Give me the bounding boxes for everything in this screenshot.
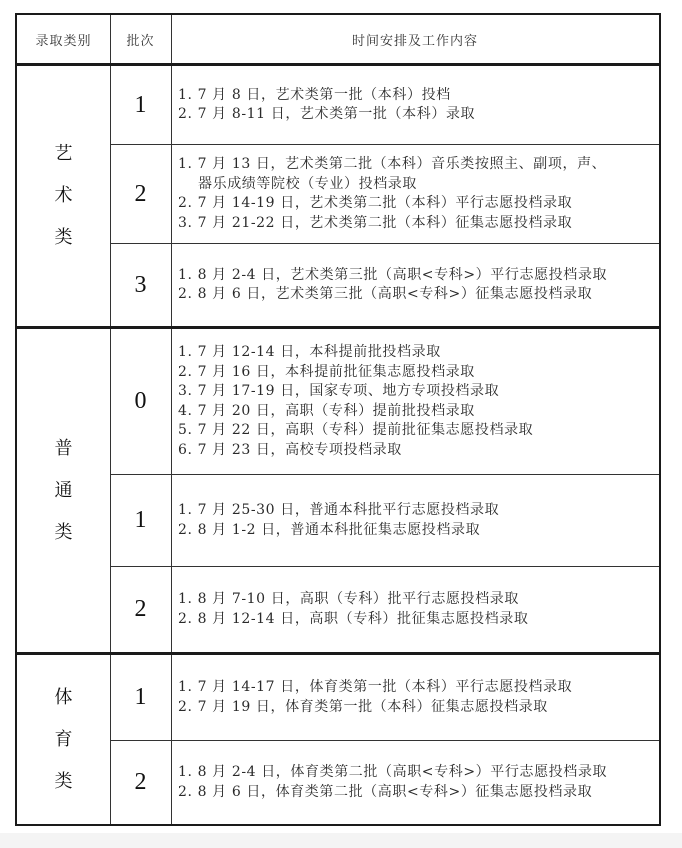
category-art — [17, 66, 110, 326]
header-category: 录取类别 — [35, 33, 92, 49]
batch-number: 1 — [134, 507, 147, 533]
schedule-item: 2. 8 月 1-2 日，普通本科批征集志愿投档录取 — [178, 521, 481, 538]
schedule-item: 1. 8 月 2-4 日，体育类第二批（高职<专科>）平行志愿投档录取 — [178, 764, 608, 780]
category-char: 术 — [54, 185, 73, 206]
schedule-item: 1. 8 月 2-4 日，艺术类第三批（高职<专科>）平行志愿投档录取 — [178, 266, 608, 283]
schedule-content — [171, 475, 659, 566]
batch-number: 0 — [134, 388, 147, 414]
category-char: 体 — [54, 686, 73, 708]
schedule-item: 2. 8 月 6 日，体育类第二批（高职<专科>）征集志愿投档录取 — [178, 783, 593, 800]
category-char: 育 — [54, 728, 73, 750]
admission-schedule-table — [15, 13, 661, 826]
category-general — [17, 329, 110, 652]
header-content: 时间安排及工作内容 — [351, 33, 478, 49]
schedule-item: 1. 7 月 25-30 日，普通本科批平行志愿投档录取 — [178, 502, 500, 518]
category-char: 类 — [54, 521, 73, 543]
schedule-content — [171, 66, 659, 144]
schedule-item: 3. 7 月 17-19 日，国家专项、地方专项投档录取 — [178, 383, 500, 399]
batch-number: 2 — [134, 769, 147, 795]
wrapped-text: 器乐成绩等院校（专业）投档录取 — [198, 175, 417, 192]
schedule-item: 6. 7 月 23 日，高校专项投档录取 — [178, 441, 402, 458]
schedule-item: 1. 8 月 7-10 日，高职（专科）批平行志愿投档录取 — [178, 591, 519, 607]
category-char: 艺 — [54, 143, 73, 164]
schedule-content — [171, 655, 659, 740]
schedule-item-continuation — [178, 175, 606, 195]
schedule-content — [171, 244, 659, 326]
batch-number: 2 — [134, 180, 147, 207]
category-char: 普 — [54, 437, 73, 459]
category-char: 类 — [54, 227, 73, 248]
schedule-item: 3. 7 月 21-22 日，艺术类第二批（本科）征集志愿投档录取 — [178, 214, 573, 231]
schedule-item: 1. 7 月 12-14 日，本科提前批投档录取 — [178, 344, 441, 360]
batch-number: 2 — [134, 596, 147, 622]
schedule-content — [171, 741, 659, 824]
batch-number: 3 — [134, 271, 147, 298]
category-sports — [17, 655, 110, 824]
schedule-item: 2. 7 月 14-19 日，艺术类第二批（本科）平行志愿投档录取 — [178, 195, 573, 211]
schedule-item: 1. 7 月 14-17 日，体育类第一批（本科）平行志愿投档录取 — [178, 679, 573, 695]
schedule-item: 2. 7 月 16 日，本科提前批征集志愿投档录取 — [178, 363, 475, 380]
category-char: 通 — [54, 479, 73, 501]
schedule-item: 4. 7 月 20 日，高职（专科）提前批投档录取 — [178, 402, 475, 419]
page-bottom-strip — [0, 833, 682, 848]
schedule-item: 2. 8 月 6 日，艺术类第三批（高职<专科>）征集志愿投档录取 — [178, 286, 593, 302]
schedule-content — [171, 329, 659, 474]
batch-number: 1 — [134, 91, 147, 118]
schedule-content — [171, 567, 659, 652]
header-batch: 批次 — [126, 33, 155, 49]
schedule-item: 2. 7 月 8-11 日，艺术类第一批（本科）录取 — [178, 106, 476, 122]
batch-number: 1 — [134, 684, 147, 710]
schedule-item: 1. 7 月 8 日，艺术类第一批（本科）投档 — [178, 86, 451, 103]
schedule-item: 5. 7 月 22 日，高职（专科）提前批征集志愿投档录取 — [178, 422, 534, 438]
schedule-content — [171, 145, 659, 243]
category-char: 类 — [54, 770, 73, 792]
schedule-item: 1. 7 月 13 日，艺术类第二批（本科）音乐类按照主、副项，声、 — [178, 156, 607, 172]
schedule-item: 2. 7 月 19 日，体育类第一批（本科）征集志愿投档录取 — [178, 698, 548, 715]
schedule-item: 2. 8 月 12-14 日，高职（专科）批征集志愿投档录取 — [178, 610, 529, 627]
